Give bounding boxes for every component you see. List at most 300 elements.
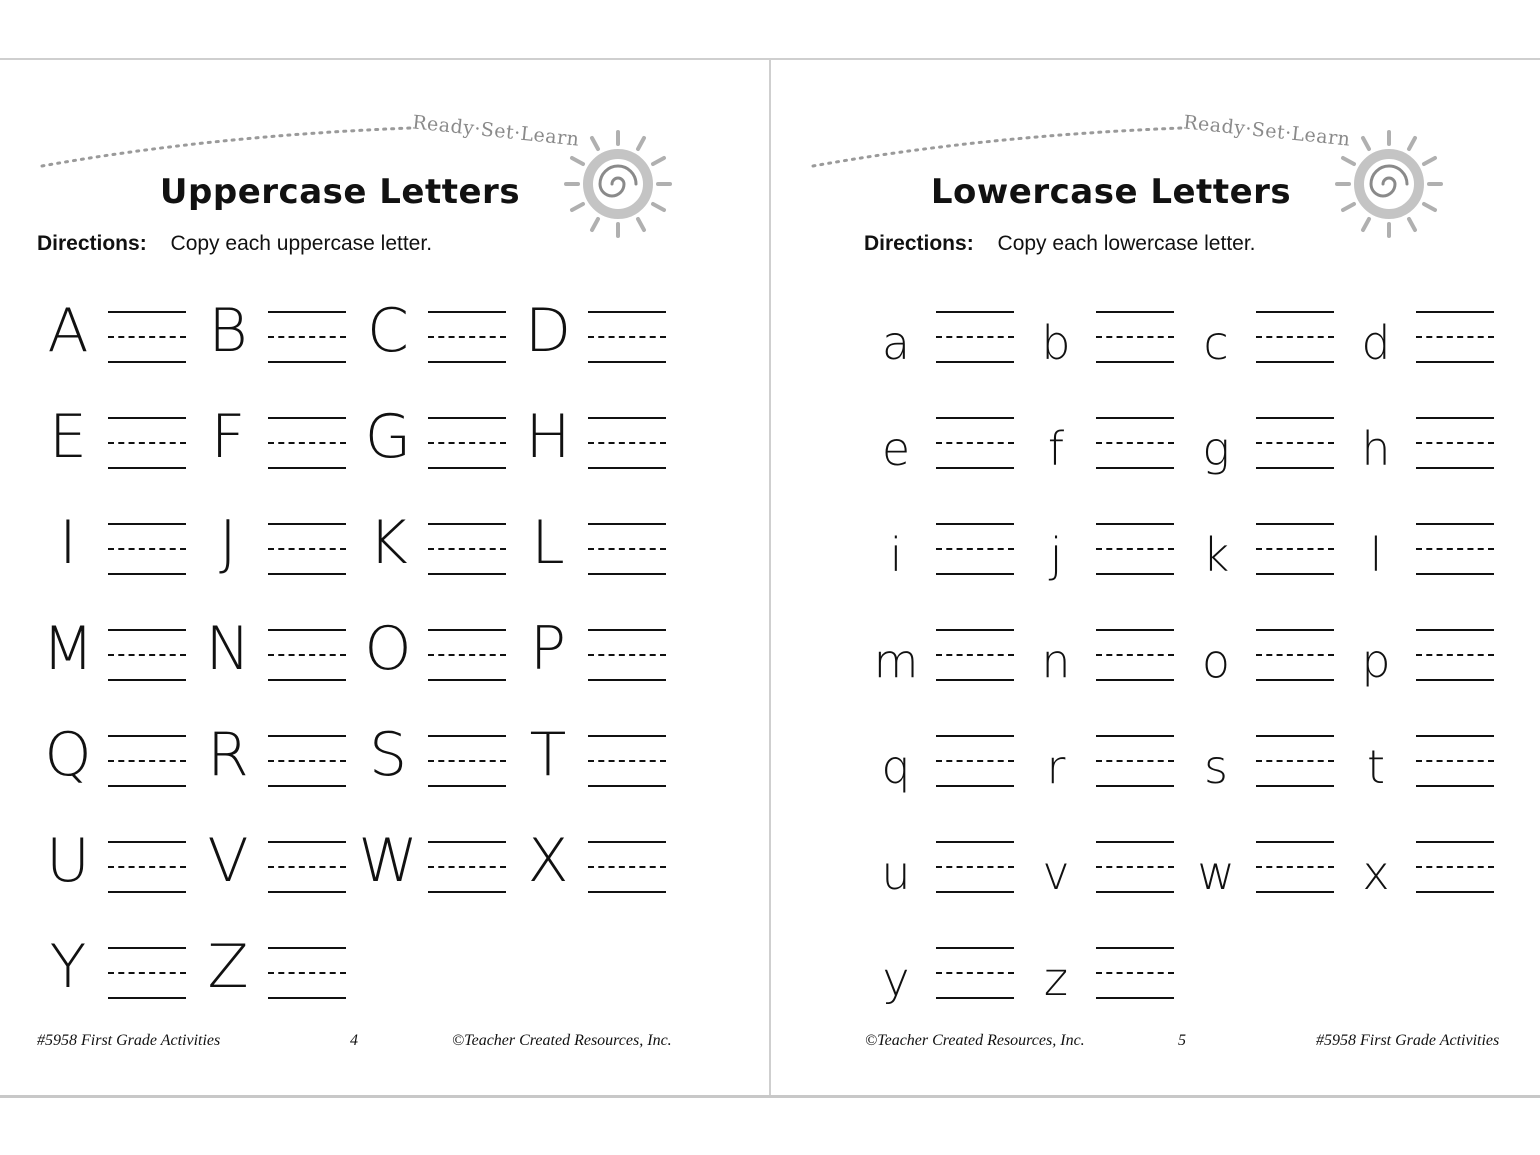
- handwriting-lines[interactable]: [1416, 311, 1494, 363]
- handwriting-lines[interactable]: [936, 629, 1014, 681]
- dashed-midline: [936, 972, 1014, 974]
- letter-cell: [1016, 621, 1176, 688]
- dashed-midline: [1416, 866, 1494, 868]
- dashed-midline: [1096, 972, 1174, 974]
- dashed-midline: [588, 442, 666, 444]
- letter-glyph: v: [1042, 846, 1070, 900]
- handwriting-lines[interactable]: [108, 311, 186, 363]
- left-page: [0, 60, 769, 1095]
- solid-line: [1416, 523, 1494, 525]
- dashed-midline: [588, 336, 666, 338]
- solid-line: [936, 629, 1014, 631]
- handwriting-lines[interactable]: [1256, 735, 1334, 787]
- solid-line: [268, 629, 346, 631]
- dashed-midline: [1256, 654, 1334, 656]
- solid-line: [1256, 679, 1334, 681]
- letter-cell: [348, 720, 508, 791]
- handwriting-lines[interactable]: [1256, 417, 1334, 469]
- letter-cell: [508, 720, 668, 791]
- footer-right: #5958 First Grade Activities: [1316, 1032, 1500, 1049]
- letter-glyph: y: [882, 952, 910, 1006]
- solid-line: [1096, 523, 1174, 525]
- handwriting-lines[interactable]: [936, 311, 1014, 363]
- handwriting-lines[interactable]: [428, 629, 506, 681]
- solid-line: [268, 467, 346, 469]
- letter-cell: [28, 614, 188, 685]
- solid-line: [428, 361, 506, 363]
- directions-label: Directions:: [864, 232, 974, 255]
- solid-line: [588, 735, 666, 737]
- solid-line: [588, 523, 666, 525]
- solid-line: [1256, 891, 1334, 893]
- solid-line: [936, 785, 1014, 787]
- dashed-midline: [1096, 654, 1174, 656]
- handwriting-lines[interactable]: [428, 311, 506, 363]
- dashed-midline: [1416, 548, 1494, 550]
- letter-cell: [1016, 515, 1176, 582]
- letter-glyph: w: [1197, 846, 1235, 900]
- letter-glyph: L: [531, 508, 565, 578]
- solid-line: [108, 573, 186, 575]
- letter-cell: [188, 402, 348, 473]
- dashed-midline: [108, 548, 186, 550]
- solid-line: [1096, 947, 1174, 949]
- solid-line: [1416, 841, 1494, 843]
- solid-line: [588, 311, 666, 313]
- dashed-midline: [268, 654, 346, 656]
- handwriting-lines[interactable]: [936, 735, 1014, 787]
- solid-line: [108, 361, 186, 363]
- letter-glyph: k: [1202, 528, 1230, 582]
- letter-glyph: b: [1041, 316, 1071, 370]
- handwriting-lines[interactable]: [108, 417, 186, 469]
- banner-text: Ready·Set·Learn: [1182, 111, 1352, 151]
- dashed-midline: [1256, 760, 1334, 762]
- letter-glyph: g: [1202, 422, 1230, 476]
- handwriting-lines[interactable]: [428, 417, 506, 469]
- letter-glyph: I: [59, 508, 77, 578]
- dashed-midline: [1256, 442, 1334, 444]
- solid-line: [428, 629, 506, 631]
- letter-glyph: h: [1361, 422, 1391, 476]
- dashed-midline: [936, 654, 1014, 656]
- letter-cell: [1176, 621, 1336, 688]
- handwriting-lines[interactable]: [588, 629, 666, 681]
- directions: [37, 232, 432, 256]
- handwriting-lines[interactable]: [108, 947, 186, 999]
- handwriting-lines[interactable]: [1096, 311, 1174, 363]
- letter-glyph: d: [1361, 316, 1391, 370]
- dashed-midline: [1256, 336, 1334, 338]
- solid-line: [108, 467, 186, 469]
- letter-glyph: R: [207, 720, 249, 790]
- solid-line: [1416, 679, 1494, 681]
- letter-glyph: p: [1361, 634, 1391, 688]
- handwriting-lines[interactable]: [268, 523, 346, 575]
- handwriting-lines[interactable]: [268, 735, 346, 787]
- letter-glyph: D: [524, 296, 572, 366]
- letter-cell: [856, 833, 1016, 900]
- solid-line: [588, 467, 666, 469]
- dashed-midline: [1256, 548, 1334, 550]
- solid-line: [1416, 311, 1494, 313]
- solid-line: [268, 311, 346, 313]
- solid-line: [936, 679, 1014, 681]
- letter-glyph: X: [527, 826, 569, 896]
- dashed-midline: [588, 866, 666, 868]
- directions: [864, 232, 1256, 256]
- solid-line: [936, 311, 1014, 313]
- handwriting-lines[interactable]: [1096, 523, 1174, 575]
- letter-cell: [1016, 303, 1176, 370]
- handwriting-lines[interactable]: [428, 841, 506, 893]
- letter-glyph: K: [368, 508, 408, 578]
- solid-line: [936, 523, 1014, 525]
- solid-line: [1256, 523, 1334, 525]
- handwriting-lines[interactable]: [1416, 417, 1494, 469]
- handwriting-lines[interactable]: [588, 311, 666, 363]
- handwriting-lines[interactable]: [108, 523, 186, 575]
- handwriting-lines[interactable]: [428, 523, 506, 575]
- letter-glyph: m: [873, 634, 919, 688]
- letter-glyph: H: [525, 402, 571, 472]
- dashed-midline: [588, 760, 666, 762]
- solid-line: [1256, 417, 1334, 419]
- solid-line: [428, 679, 506, 681]
- solid-line: [936, 361, 1014, 363]
- letter-cell: [28, 402, 188, 473]
- solid-line: [1256, 735, 1334, 737]
- directions-text: Copy each uppercase letter.: [170, 232, 433, 255]
- dashed-midline: [268, 972, 346, 974]
- letter-cell: [1336, 621, 1496, 688]
- letter-glyph: C: [367, 296, 409, 366]
- solid-line: [588, 361, 666, 363]
- letter-glyph: j: [1049, 528, 1063, 582]
- solid-line: [936, 891, 1014, 893]
- letter-cell: [1176, 303, 1336, 370]
- solid-line: [268, 573, 346, 575]
- solid-line: [588, 417, 666, 419]
- letter-glyph: c: [1203, 316, 1229, 370]
- letter-glyph: Q: [44, 720, 92, 790]
- handwriting-lines[interactable]: [936, 947, 1014, 999]
- solid-line: [268, 785, 346, 787]
- solid-line: [268, 891, 346, 893]
- letter-glyph: r: [1046, 740, 1066, 794]
- letter-cell: [1176, 833, 1336, 900]
- footer-left: ©Teacher Created Resources, Inc.: [865, 1032, 1085, 1049]
- handwriting-lines[interactable]: [588, 841, 666, 893]
- handwriting-lines[interactable]: [588, 735, 666, 787]
- letter-glyph: T: [529, 720, 567, 790]
- letter-cell: [856, 515, 1016, 582]
- handwriting-lines[interactable]: [1256, 523, 1334, 575]
- book-spread: [0, 58, 1540, 1098]
- solid-line: [268, 997, 346, 999]
- dashed-midline: [1256, 866, 1334, 868]
- letter-glyph: O: [364, 614, 412, 684]
- letter-cell: [1176, 409, 1336, 476]
- letter-cell: [188, 508, 348, 579]
- solid-line: [1256, 467, 1334, 469]
- solid-line: [1416, 573, 1494, 575]
- letter-cell: [188, 826, 348, 897]
- solid-line: [268, 523, 346, 525]
- letter-cell: [348, 296, 508, 367]
- dashed-midline: [268, 442, 346, 444]
- letter-cell: [508, 402, 668, 473]
- letter-cell: [1336, 833, 1496, 900]
- solid-line: [588, 891, 666, 893]
- letter-glyph: q: [881, 740, 911, 794]
- solid-line: [936, 997, 1014, 999]
- letter-cell: [28, 296, 188, 367]
- letter-glyph: u: [881, 846, 911, 900]
- handwriting-lines[interactable]: [1256, 629, 1334, 681]
- solid-line: [1256, 311, 1334, 313]
- solid-line: [108, 997, 186, 999]
- directions-text: Copy each lowercase letter.: [997, 232, 1256, 255]
- dashed-midline: [268, 866, 346, 868]
- dashed-midline: [936, 760, 1014, 762]
- letter-glyph: t: [1366, 740, 1386, 794]
- solid-line: [268, 735, 346, 737]
- letter-glyph: s: [1204, 740, 1228, 794]
- letter-cell: [1336, 515, 1496, 582]
- dashed-midline: [268, 760, 346, 762]
- letter-cell: [856, 621, 1016, 688]
- letter-cell: [508, 508, 668, 579]
- handwriting-lines[interactable]: [428, 735, 506, 787]
- handwriting-lines[interactable]: [1096, 735, 1174, 787]
- footer-left: #5958 First Grade Activities: [37, 1032, 221, 1049]
- letter-glyph: N: [205, 614, 251, 684]
- solid-line: [936, 573, 1014, 575]
- letter-cell: [1336, 303, 1496, 370]
- dashed-midline: [428, 336, 506, 338]
- handwriting-lines[interactable]: [588, 523, 666, 575]
- handwriting-lines[interactable]: [1096, 629, 1174, 681]
- dashed-midline: [108, 442, 186, 444]
- solid-line: [588, 785, 666, 787]
- page-title: Lowercase Letters: [930, 172, 1292, 212]
- solid-line: [1416, 891, 1494, 893]
- solid-line: [1096, 785, 1174, 787]
- solid-line: [428, 891, 506, 893]
- handwriting-lines[interactable]: [1096, 417, 1174, 469]
- dashed-midline: [1096, 548, 1174, 550]
- letter-cell: [1016, 727, 1176, 794]
- solid-line: [1416, 467, 1494, 469]
- letter-glyph: V: [207, 826, 249, 896]
- letter-cell: [856, 303, 1016, 370]
- solid-line: [108, 523, 186, 525]
- solid-line: [108, 679, 186, 681]
- directions-label: Directions:: [37, 232, 147, 255]
- solid-line: [108, 311, 186, 313]
- solid-line: [588, 629, 666, 631]
- solid-line: [1256, 785, 1334, 787]
- solid-line: [936, 841, 1014, 843]
- solid-line: [108, 841, 186, 843]
- solid-line: [428, 417, 506, 419]
- letter-cell: [188, 296, 348, 367]
- dashed-midline: [936, 548, 1014, 550]
- solid-line: [588, 679, 666, 681]
- handwriting-lines[interactable]: [1096, 947, 1174, 999]
- dashed-midline: [936, 442, 1014, 444]
- dashed-midline: [108, 760, 186, 762]
- handwriting-lines[interactable]: [108, 841, 186, 893]
- dashed-midline: [268, 548, 346, 550]
- letter-glyph: E: [49, 402, 87, 472]
- banner-text: Ready·Set·Learn: [411, 111, 581, 151]
- handwriting-lines[interactable]: [268, 311, 346, 363]
- letter-cell: [508, 826, 668, 897]
- solid-line: [1096, 311, 1174, 313]
- page-title: Uppercase Letters: [159, 172, 521, 212]
- solid-line: [1416, 735, 1494, 737]
- dashed-midline: [1416, 336, 1494, 338]
- solid-line: [428, 523, 506, 525]
- letter-glyph: W: [358, 826, 418, 896]
- solid-line: [1096, 997, 1174, 999]
- solid-line: [108, 947, 186, 949]
- dashed-midline: [936, 866, 1014, 868]
- letter-glyph: Z: [207, 932, 249, 1002]
- dashed-midline: [1096, 866, 1174, 868]
- solid-line: [1416, 361, 1494, 363]
- handwriting-lines[interactable]: [268, 417, 346, 469]
- dashed-midline: [1096, 442, 1174, 444]
- handwriting-lines[interactable]: [268, 841, 346, 893]
- handwriting-lines[interactable]: [1416, 841, 1494, 893]
- dashed-midline: [588, 548, 666, 550]
- handwriting-lines[interactable]: [1256, 311, 1334, 363]
- dashed-midline: [428, 442, 506, 444]
- solid-line: [428, 785, 506, 787]
- solid-line: [108, 891, 186, 893]
- solid-line: [428, 573, 506, 575]
- dashed-midline: [108, 654, 186, 656]
- handwriting-lines[interactable]: [936, 841, 1014, 893]
- dashed-midline: [1416, 442, 1494, 444]
- solid-line: [936, 467, 1014, 469]
- solid-line: [936, 417, 1014, 419]
- solid-line: [428, 311, 506, 313]
- letter-cell: [348, 402, 508, 473]
- letter-cell: [188, 720, 348, 791]
- letter-cell: [1016, 409, 1176, 476]
- solid-line: [1416, 629, 1494, 631]
- handwriting-lines[interactable]: [1416, 629, 1494, 681]
- footer-right: ©Teacher Created Resources, Inc.: [452, 1032, 672, 1049]
- letter-cell: [28, 720, 188, 791]
- letter-glyph: z: [1043, 952, 1069, 1006]
- solid-line: [108, 785, 186, 787]
- letter-glyph: l: [1369, 528, 1383, 582]
- letter-cell: [1176, 727, 1336, 794]
- letter-glyph: i: [889, 528, 903, 582]
- handwriting-lines[interactable]: [936, 417, 1014, 469]
- letter-glyph: e: [881, 422, 911, 476]
- solid-line: [1256, 629, 1334, 631]
- handwriting-lines[interactable]: [936, 523, 1014, 575]
- letter-glyph: P: [529, 614, 567, 684]
- letter-glyph: a: [881, 316, 911, 370]
- handwriting-lines[interactable]: [1416, 523, 1494, 575]
- footer-page-number: 4: [350, 1032, 358, 1049]
- solid-line: [1096, 361, 1174, 363]
- solid-line: [1096, 629, 1174, 631]
- letter-cell: [1336, 409, 1496, 476]
- solid-line: [268, 841, 346, 843]
- solid-line: [1096, 417, 1174, 419]
- letter-cell: [28, 508, 188, 579]
- letter-glyph: B: [208, 296, 248, 366]
- solid-line: [268, 679, 346, 681]
- letter-glyph: f: [1047, 422, 1065, 476]
- letter-cell: [856, 409, 1016, 476]
- dashed-midline: [428, 654, 506, 656]
- letter-cell: [348, 826, 508, 897]
- letter-cell: [28, 932, 188, 1003]
- letter-cell: [28, 826, 188, 897]
- handwriting-lines[interactable]: [588, 417, 666, 469]
- letter-cell: [348, 614, 508, 685]
- solid-line: [1416, 785, 1494, 787]
- dashed-midline: [428, 548, 506, 550]
- dashed-midline: [268, 336, 346, 338]
- solid-line: [1096, 735, 1174, 737]
- solid-line: [936, 735, 1014, 737]
- solid-line: [428, 735, 506, 737]
- handwriting-lines[interactable]: [108, 629, 186, 681]
- letter-glyph: Y: [49, 932, 87, 1002]
- letter-glyph: M: [42, 614, 94, 684]
- solid-line: [268, 417, 346, 419]
- handwriting-lines[interactable]: [1096, 841, 1174, 893]
- solid-line: [428, 841, 506, 843]
- dashed-midline: [108, 336, 186, 338]
- letter-glyph: F: [210, 402, 246, 472]
- solid-line: [1096, 891, 1174, 893]
- letter-cell: [856, 939, 1016, 1006]
- handwriting-lines[interactable]: [268, 629, 346, 681]
- solid-line: [588, 841, 666, 843]
- solid-line: [108, 735, 186, 737]
- letter-cell: [1176, 515, 1336, 582]
- dashed-midline: [1416, 760, 1494, 762]
- dashed-midline: [588, 654, 666, 656]
- handwriting-lines[interactable]: [1416, 735, 1494, 787]
- letter-glyph: x: [1362, 846, 1390, 900]
- handwriting-lines[interactable]: [1256, 841, 1334, 893]
- handwriting-lines[interactable]: [268, 947, 346, 999]
- solid-line: [268, 947, 346, 949]
- handwriting-lines[interactable]: [108, 735, 186, 787]
- solid-line: [1096, 573, 1174, 575]
- letter-cell: [1016, 833, 1176, 900]
- solid-line: [268, 361, 346, 363]
- right-page: [771, 60, 1540, 1095]
- letter-glyph: n: [1041, 634, 1071, 688]
- letter-cell: [856, 727, 1016, 794]
- solid-line: [1416, 417, 1494, 419]
- dashed-midline: [108, 866, 186, 868]
- dashed-midline: [428, 760, 506, 762]
